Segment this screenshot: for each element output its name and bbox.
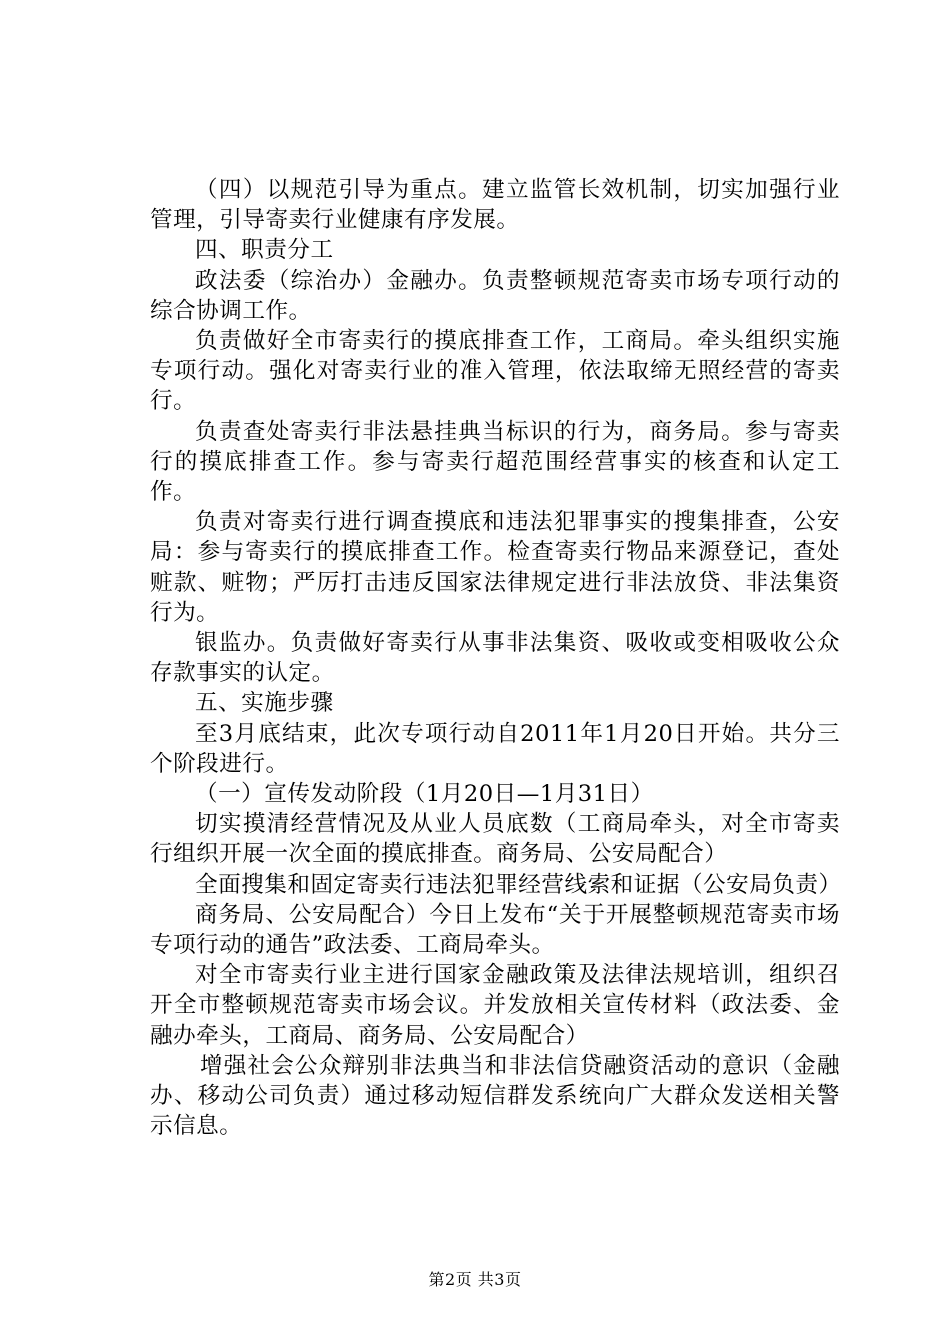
paragraph: 增强社会公众辩别非法典当和非法信贷融资活动的意识（金融办、移动公司负责）通过移动短信群发系统向广大群众发送相关警示信息。	[150, 1052, 840, 1140]
paragraph: 银监办。负责做好寄卖行从事非法集资、吸收或变相吸收公众存款事实的认定。	[150, 630, 840, 687]
document-body	[150, 175, 840, 1142]
paragraph: 负责对寄卖行进行调查摸底和违法犯罪事实的搜集排查，公安局：参与寄卖行的摸底排查工作。检查寄卖行物品来源登记，查处赃款、赃物；严厉打击违反国家法律规定进行非法放贷、非法集资行为。	[150, 509, 840, 626]
paragraph: 至3月底结束，此次专项行动自2011年1月20日开始。共分三个阶段进行。	[150, 720, 840, 777]
page-number-footer: 第2页 共3页	[428, 1270, 522, 1289]
paragraph: 对全市寄卖行业主进行国家金融政策及法律法规培训，组织召开全市整顿规范寄卖市场会议。并发放相关宣传材料（政法委、金融办牵头，工商局、商务局、公安局配合）	[150, 962, 840, 1049]
paragraph: 政法委（综治办）金融办。负责整顿规范寄卖市场专项行动的综合协调工作。	[150, 267, 840, 324]
paragraph: 全面搜集和固定寄卖行违法犯罪经营线索和证据（公安局负责）	[195, 871, 842, 898]
paragraph: 负责做好全市寄卖行的摸底排查工作，工商局。牵头组织实施专项行动。强化对寄卖行业的准入管理，依法取缔无照经营的寄卖行。	[150, 328, 840, 415]
section-heading: 四、职责分工	[195, 237, 334, 264]
paragraph: 商务局、公安局配合）今日上发布“关于开展整顿规范寄卖市场专项行动的通告”政法委、工商局牵头。	[150, 901, 840, 959]
paragraph: （四）以规范引导为重点。建立监管长效机制，切实加强行业管理，引导寄卖行业健康有序发展。	[150, 177, 840, 234]
subsection-heading: （一）宣传发动阶段（1月20日—1月31日）	[195, 781, 654, 808]
paragraph: 切实摸清经营情况及从业人员底数（工商局牵头，对全市寄卖行组织开展一次全面的摸底排查。商务局、公安局配合）	[150, 811, 840, 868]
paragraph: 负责查处寄卖行非法悬挂典当标识的行为，商务局。参与寄卖行的摸底排查工作。参与寄卖行超范围经营事实的核查和认定工作。	[150, 418, 840, 506]
section-heading: 五、实施步骤	[195, 690, 334, 717]
